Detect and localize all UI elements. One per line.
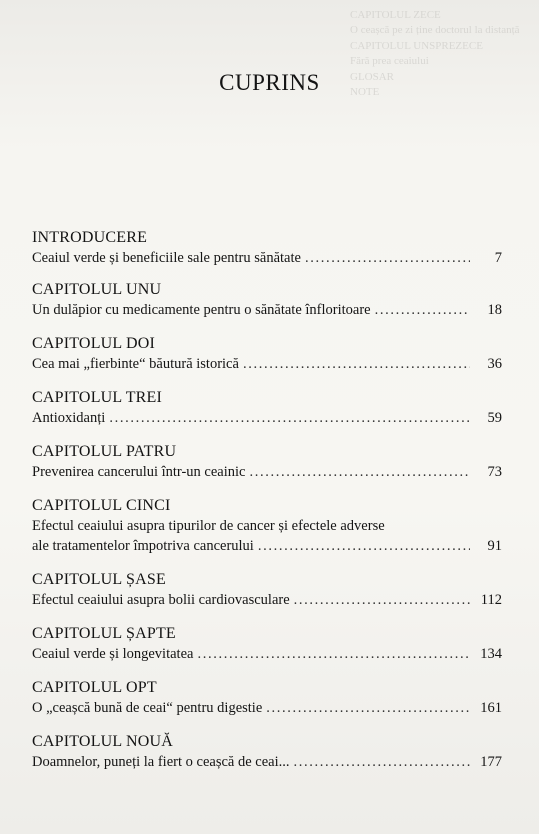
bleed-line: O ceașcă pe zi ține doctorul la distanță: [350, 24, 520, 37]
toc-line: [32, 354, 502, 374]
bleed-line: CAPITOLUL UNSPREZECE: [350, 39, 483, 52]
dot-leader: [294, 590, 470, 610]
chapter-heading: CAPITOLUL OPT: [32, 679, 157, 696]
page-number: 7: [494, 250, 502, 266]
dot-leader: [258, 536, 470, 556]
toc-entry: [32, 732, 502, 772]
dot-leader: [293, 752, 470, 772]
chapter-subtitle: Antioxidanți: [32, 410, 106, 426]
chapter-heading: CAPITOLUL ȘAPTE: [32, 625, 176, 642]
toc-entry: [32, 334, 502, 374]
chapter-subtitle: Efectul ceaiului asupra bolii cardiovasculare: [32, 592, 290, 608]
chapter-subtitle: O „ceașcă bună de ceai“ pentru digestie: [32, 700, 263, 716]
toc-line: [32, 536, 502, 556]
toc-entry: [32, 496, 502, 556]
bleed-line: GLOSAR: [350, 70, 395, 83]
toc-entry: [32, 388, 502, 428]
dot-leader: [249, 462, 470, 482]
toc-entry: [32, 442, 502, 482]
page-number: 134: [480, 646, 502, 662]
chapter-subtitle: Prevenirea cancerului într-un ceainic: [32, 464, 246, 480]
page-number: 59: [487, 410, 502, 426]
page-number: 18: [487, 302, 502, 318]
dot-leader: [266, 698, 470, 718]
toc-line: [32, 462, 502, 482]
toc-line: [32, 644, 502, 664]
chapter-heading: CAPITOLUL NOUĂ: [32, 733, 174, 750]
dot-leader: [243, 354, 470, 374]
page-number: 91: [487, 538, 502, 554]
chapter-heading: CAPITOLUL DOI: [32, 335, 156, 352]
bleed-line: NOTE: [350, 85, 380, 98]
chapter-heading: CAPITOLUL CINCI: [32, 497, 171, 514]
bleed-line: CAPITOLUL ZECE: [350, 9, 441, 21]
table-of-contents: [32, 228, 502, 786]
toc-line: [32, 300, 502, 320]
chapter-heading: CAPITOLUL ȘASE: [32, 571, 166, 588]
bleed-line: Fără prea ceaiului: [350, 55, 429, 68]
toc-line: [32, 698, 502, 718]
page-number: 112: [480, 592, 502, 608]
toc-line: [32, 752, 502, 772]
toc-entry: [32, 624, 502, 664]
chapter-heading: CAPITOLUL UNU: [32, 281, 162, 298]
toc-entry: [32, 570, 502, 610]
page-number: 73: [487, 464, 502, 480]
dot-leader: [305, 248, 470, 268]
dot-leader: [375, 300, 470, 320]
toc-entry: [32, 678, 502, 718]
toc-entry: [32, 228, 502, 268]
page-number: 161: [480, 700, 502, 716]
page-number: 36: [487, 356, 502, 372]
chapter-subtitle: ale tratamentelor împotriva cancerului: [32, 538, 254, 554]
toc-line: [32, 408, 502, 428]
chapter-subtitle: Doamnelor, puneți la fiert o ceașcă de ceai...: [32, 754, 290, 770]
toc-line: [32, 590, 502, 610]
chapter-subtitle: Ceaiul verde și beneficiile sale pentru sănătate: [32, 250, 301, 266]
chapter-heading: CAPITOLUL TREI: [32, 389, 163, 406]
page-title: CUPRINS: [219, 70, 320, 95]
chapter-subtitle: Un dulăpior cu medicamente pentru o sănătate înfloritoare: [32, 302, 371, 318]
toc-entry: [32, 280, 502, 320]
page-number: 177: [480, 754, 502, 770]
dot-leader: [109, 408, 470, 428]
toc-line: [32, 248, 502, 268]
chapter-subtitle: Ceaiul verde și longevitatea: [32, 646, 194, 662]
chapter-subtitle: Cea mai „fierbinte“ băutură istorică: [32, 356, 239, 372]
chapter-heading: INTRODUCERE: [32, 229, 148, 246]
chapter-heading: CAPITOLUL PATRU: [32, 443, 177, 460]
dot-leader: [197, 644, 470, 664]
chapter-subtitle: Efectul ceaiului asupra tipurilor de cancer și efectele adverse: [32, 518, 385, 534]
